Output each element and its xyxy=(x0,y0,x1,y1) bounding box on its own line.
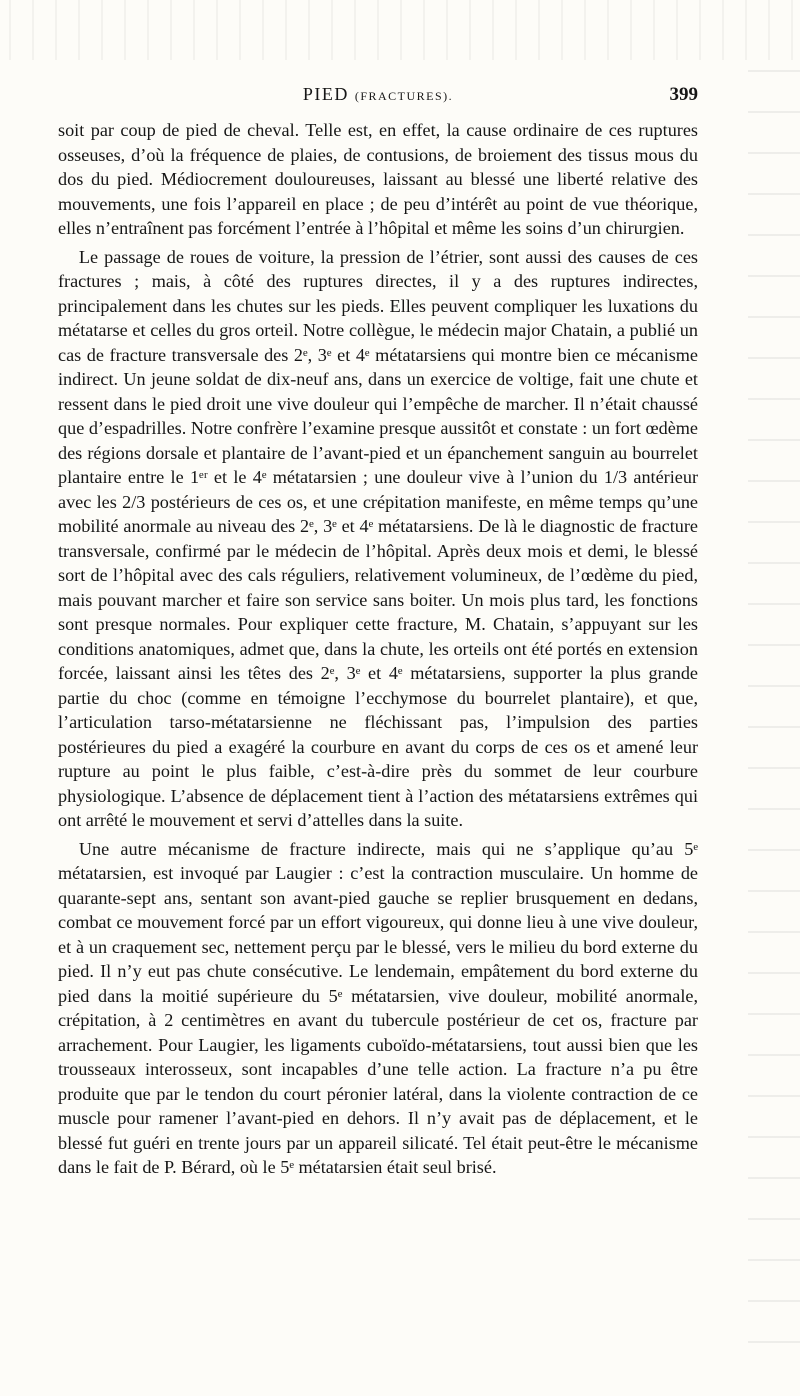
body-text xyxy=(58,118,698,1180)
running-head xyxy=(58,84,698,105)
paragraph-1: soit par coup de pied de cheval. Telle est, en effet, la cause ordinaire de ces ruptures osseuses, d’où la fréquence de plaies, de contusions, de broiement des tissus mous du dos du pied. Médiocrement douloureuses, laissant au blessé une liberté relative des mouvements, une fois l’appareil en place ; de peu d’intérêt au point de vue théorique, elles n’entraînent pas forcément l’entrée à l’hôpital et même les soins d’un chirurgien. xyxy=(58,120,698,238)
paragraph-2: Le passage de roues de voiture, la pression de l’étrier, sont aussi des causes de ces fractures ; mais, à côté des ruptures directes, il y a des ruptures indirectes, principalement dans les chutes sur les pieds. Elles peuvent compliquer les luxations du métatarse et celles du gros orteil. Notre collègue, le médecin major Chatain, a publié un cas de fracture transversale des 2ᵉ, 3ᵉ et 4ᵉ métatarsiens qui montre bien ce mécanisme indirect. Un jeune soldat de dix-neuf ans, dans un exercice de voltige, fait une chute et ressent dans le pied droit une vive douleur qui l’empêche de marcher. Il n’était chaussé que d’espadrilles. Notre confrère l’examine presque aussitôt et constate : un fort œdème des régions dorsale et plantaire de l’avant-pied et un épanchement sanguin au bourrelet plantaire entre le 1ᵉʳ et le 4ᵉ métatarsien ; une douleur vive à l’union du 1/3 antérieur avec les 2/3 postérieurs de ces os, et une crépitation manifeste, en même temps qu’une mobilité anormale au niveau des 2ᵉ, 3ᵉ et 4ᵉ métatarsiens. De là le diagnostic de fracture transversale, confirmé par le médecin de l’hôpital. Après deux mois et demi, le blessé sort de l’hôpital avec des cals réguliers, relativement volumineux, de l’œdème du pied, mais pouvant marcher et faire son service sans boiter. Un mois plus tard, les fonctions sont presque normales. Pour expliquer cette fracture, M. Chatain, s’appuyant sur les conditions anatomiques, admet que, dans la chute, les orteils ont été portés en extension forcée, laissant ainsi les têtes des 2ᵉ, 3ᵉ et 4ᵉ métatarsiens, supporter la plus grande partie du choc (comme en témoigne l’ecchymose du bourrelet plantaire), et que, l’articulation tarso-métatarsienne ne fléchissant pas, l’impulsion des parties postérieures du pied a exagéré la courbure en avant du corps de ces os et amené leur rupture au point le plus faible, c’est-à-dire près du sommet de leur courbure physiologique. L’absence de déplacement tient à l’action des métatarsiens extrêmes qui ont arrêté le mouvement et servi d’attelles dans la suite. xyxy=(58,246,698,830)
running-head-main: PIED xyxy=(302,84,349,104)
scan-noise-right xyxy=(748,60,800,1360)
running-head-sub: (FRACTURES). xyxy=(354,89,454,103)
page-number: 399 xyxy=(669,84,698,105)
scan-noise-top xyxy=(0,0,800,60)
page-header xyxy=(58,84,698,110)
paragraph-3: Une autre mécanisme de fracture indirecte, mais qui ne s’applique qu’au 5ᵉ métatarsien, est invoqué par Laugier : c’est la contraction musculaire. Un homme de quarante-sept ans, sentant son avant-pied gauche se replier brusquement en dedans, combat ce mouvement forcé par un effort vigoureux, qui donne lieu à une vive douleur, et à un craquement sec, nettement perçu par le blessé, vers le milieu du bord externe du pied. Il n’y eut pas chute consécutive. Le lendemain, empâtement du bord externe du pied dans la moitié supérieure du 5ᵉ métatarsien, vive douleur, mobilité anormale, crépitation, à 2 centimètres en avant du tubercule postérieur de cet os, fracture par arrachement. Pour Laugier, les ligaments cuboïdo-métatarsiens, tout aussi bien que les trousseaux interosseux, sont incapables d’une telle action. La fracture n’a pu être produite que par le tendon du court péronier latéral, dans la violente contraction de ce muscle pour ramener l’avant-pied en dehors. Il n’y avait pas de déplacement, et le blessé fut guéri en trente jours par un appareil silicaté. Tel était peut-être le mécanisme dans le fait de P. Bérard, où le 5ᵉ métatarsien était seul brisé. xyxy=(58,838,698,1177)
